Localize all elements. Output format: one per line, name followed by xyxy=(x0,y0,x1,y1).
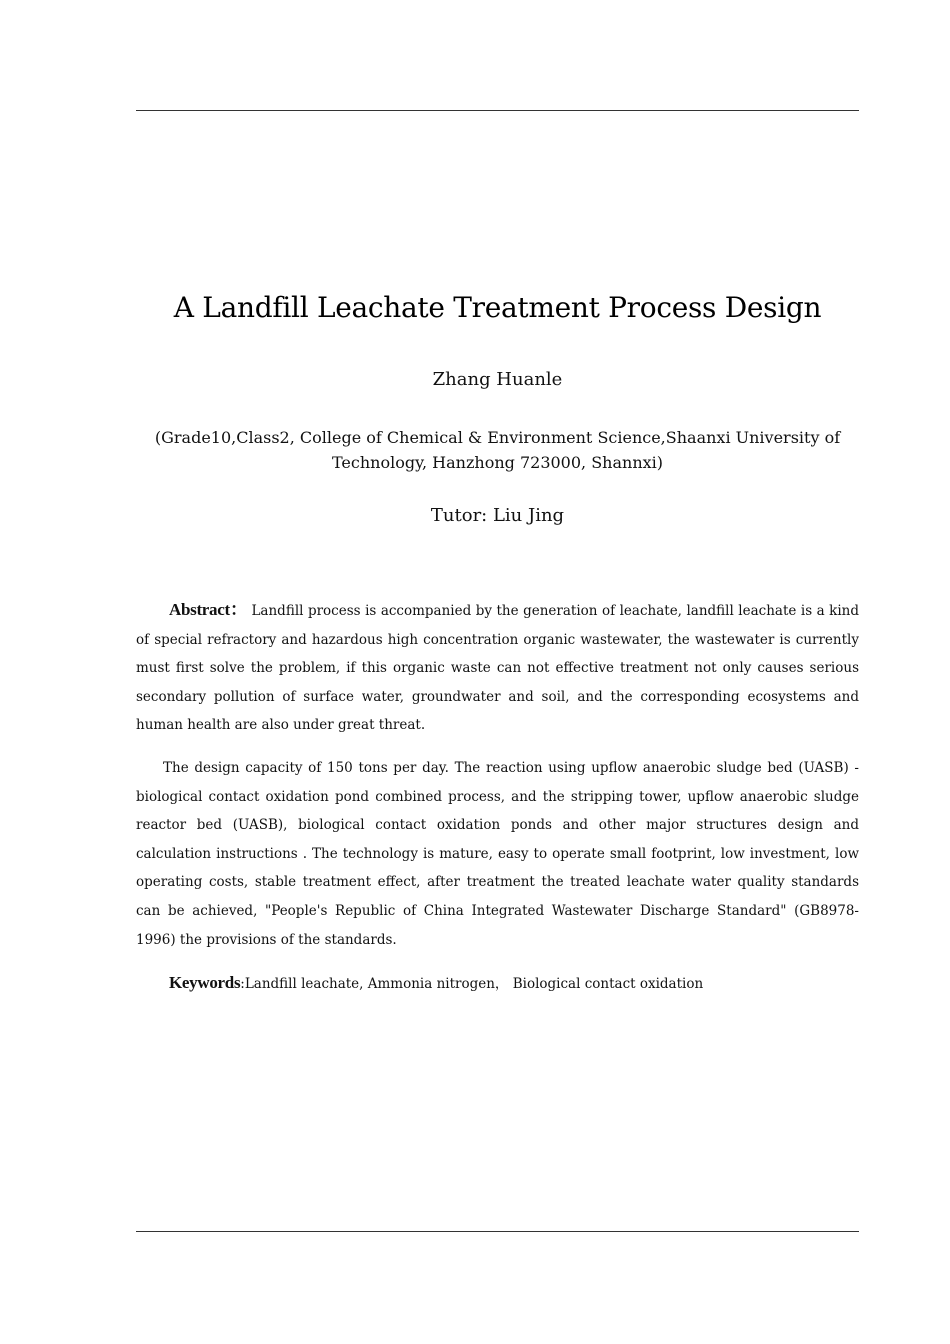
keywords-text: :Landfill leachate, Ammonia nitrogen， Biological contact oxidation xyxy=(240,976,704,992)
design-text: The design capacity of 150 tons per day. The reaction using upflow anaerobic sludge bed (UASB) - biological contact oxidation pond combined process, and the stripping tower, upflow anaerobic sludge reactor bed (UASB), biological contact oxidation ponds and other major structures design and calculation instructions . The technology is mature, easy to operate small footprint, low investment, low operating costs, stable treatment effect, after treatment the treated leachate water quality standards can be achieved, "People's Republic of China Integrated Wastewater Discharge Standard" (GB8978-1996) the provisions of the standards. xyxy=(136,760,859,948)
abstract-label: Abstract： xyxy=(169,600,247,619)
tutor-line: Tutor: Liu Jing xyxy=(430,505,565,526)
design-paragraph xyxy=(136,754,859,954)
author-name: Zhang Huanle xyxy=(432,369,563,390)
header-rule xyxy=(136,110,859,111)
keywords-label: Keywords xyxy=(169,973,241,992)
abstract-text: Landfill process is accompanied by the generation of leachate, landfill leachate is a kind of special refractory and hazardous high concentration organic wastewater, the wastewater is currently must first solve the problem, if this organic waste can not effective treatment not only causes serious secondary pollution of surface water, groundwater and soil, and the corresponding ecosystems and human health are also under great threat. xyxy=(136,603,859,734)
author-affiliation: (Grade10,Class2, College of Chemical & Environment Science,Shaanxi University of Technology, Hanzhong 723000, Shannxi) xyxy=(154,428,841,472)
abstract-paragraph xyxy=(136,596,859,740)
keywords-paragraph xyxy=(136,969,859,999)
footer-rule xyxy=(136,1231,859,1232)
paper-title: A Landfill Leachate Treatment Process Design xyxy=(173,291,822,324)
